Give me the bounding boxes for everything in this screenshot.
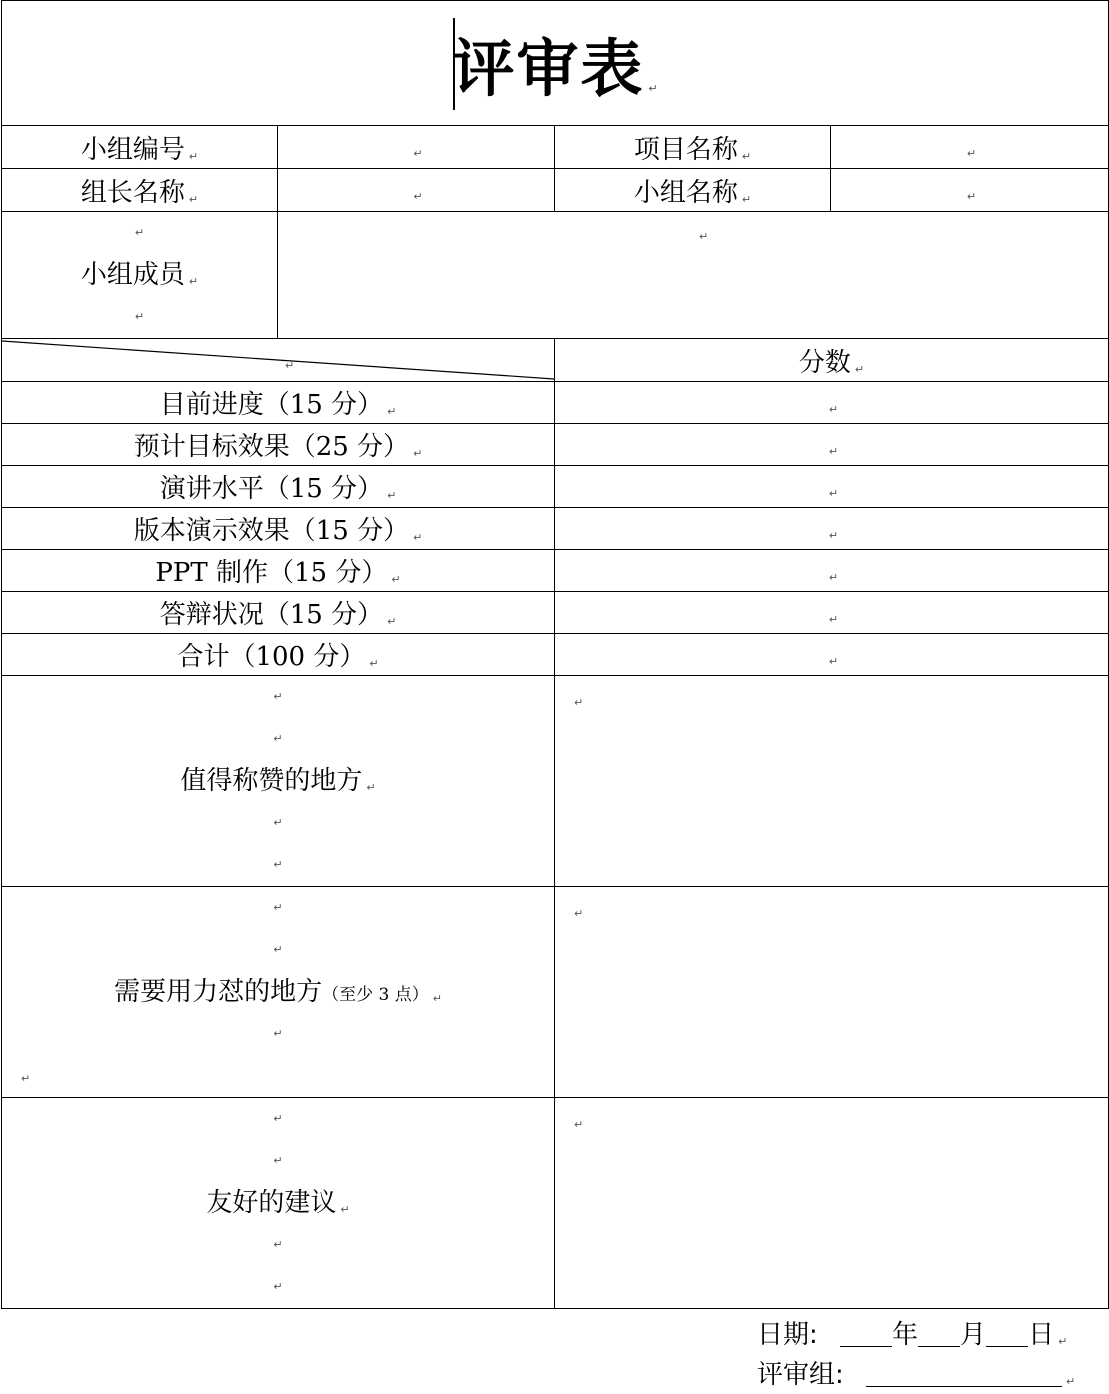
review-form-table — [1, 0, 1109, 1309]
date-label: 日期: — [757, 1320, 818, 1350]
suggest-label-cell: ↵ ↵ 友好的建议 ↵ ↵ ↵ — [2, 1098, 555, 1309]
page-title: 评审表 — [452, 31, 645, 105]
score-input-cell[interactable]: ↵ — [555, 634, 1109, 676]
project-name-label-cell: 项目名称 ↵ — [555, 126, 831, 169]
criterion-label-cell: 演讲水平（15 分） ↵ — [2, 466, 555, 508]
score-input-cell[interactable]: ↵ — [555, 382, 1109, 424]
group-number-label-cell: 小组编号 ↵ — [2, 126, 278, 169]
criterion-label: 版本演示效果（15 分） — [133, 516, 410, 546]
praise-label: 值得称赞的地方 — [180, 766, 363, 796]
score-input-cell[interactable]: ↵ — [555, 466, 1109, 508]
criterion-label: 演讲水平（15 分） — [159, 474, 384, 504]
members-label-cell: ↵ 小组成员 ↵ ↵ — [2, 212, 278, 339]
criteria-row — [2, 382, 1109, 424]
criterion-label-cell: PPT 制作（15 分） ↵ — [2, 550, 555, 592]
month-label: 月 — [960, 1320, 987, 1350]
project-name-field[interactable]: ↵ — [831, 126, 1109, 169]
panel-line: 评审组: ↵ — [757, 1360, 1076, 1390]
improve-note: （至少 3 点） — [322, 985, 429, 1005]
project-name-label: 项目名称 — [633, 134, 738, 165]
criterion-label-cell: 版本演示效果（15 分） ↵ — [2, 508, 555, 550]
score-input-cell[interactable]: ↵ — [555, 592, 1109, 634]
title-cell: 评审表 ↵ — [2, 1, 1109, 126]
criterion-label: PPT 制作（15 分） — [155, 558, 388, 588]
leader-name-label: 组长名称 — [80, 177, 185, 208]
leader-name-label-cell: 组长名称 ↵ — [2, 169, 278, 212]
group-number-field[interactable]: ↵ — [278, 126, 555, 169]
criteria-row — [2, 550, 1109, 592]
score-header: 分数 — [798, 347, 851, 378]
year-label: 年 — [892, 1320, 919, 1350]
improve-label-cell: ↵ ↵ 需要用力怼的地方（至少 3 点） ↵ ↵ ↵ — [2, 887, 555, 1098]
suggest-field[interactable]: ↵ — [555, 1098, 1109, 1309]
day-label: 日 — [1028, 1320, 1055, 1350]
criterion-label-cell: 预计目标效果（25 分） ↵ — [2, 424, 555, 466]
criterion-label: 答辩状况（15 分） — [159, 600, 384, 630]
suggest-label: 友好的建议 — [206, 1188, 337, 1218]
group-name-field[interactable]: ↵ — [831, 169, 1109, 212]
members-label: 小组成员 — [80, 260, 185, 290]
group-name-label-cell: 小组名称 ↵ — [555, 169, 831, 212]
score-input-cell[interactable]: ↵ — [555, 550, 1109, 592]
criteria-row — [2, 508, 1109, 550]
criteria-row — [2, 634, 1109, 676]
praise-label-cell: ↵ ↵ 值得称赞的地方 ↵ ↵ ↵ — [2, 676, 555, 887]
praise-field[interactable]: ↵ — [555, 676, 1109, 887]
criterion-label-cell: 合计（100 分） ↵ — [2, 634, 555, 676]
panel-label: 评审组: — [757, 1360, 844, 1390]
month-blank[interactable] — [918, 1324, 960, 1347]
group-name-label: 小组名称 — [633, 177, 738, 208]
diagonal-header-cell: ↵ — [2, 339, 555, 382]
criteria-row — [2, 466, 1109, 508]
date-line: 日期: 年 月 日 ↵ — [757, 1320, 1068, 1350]
group-number-label: 小组编号 — [80, 134, 185, 165]
score-header-cell: 分数 ↵ — [555, 339, 1109, 382]
panel-blank[interactable] — [866, 1364, 1062, 1387]
criterion-label-cell: 答辩状况（15 分） ↵ — [2, 592, 555, 634]
score-input-cell[interactable]: ↵ — [555, 424, 1109, 466]
day-blank[interactable] — [986, 1324, 1028, 1347]
criterion-label: 合计（100 分） — [177, 642, 366, 672]
score-input-cell[interactable]: ↵ — [555, 508, 1109, 550]
improve-field[interactable]: ↵ — [555, 887, 1109, 1098]
criterion-label-cell: 目前进度（15 分） ↵ — [2, 382, 555, 424]
leader-name-field[interactable]: ↵ — [278, 169, 555, 212]
members-field[interactable]: ↵ — [278, 212, 1109, 339]
criterion-label: 预计目标效果（25 分） — [133, 432, 410, 462]
criteria-row — [2, 592, 1109, 634]
criteria-row — [2, 424, 1109, 466]
criterion-label: 目前进度（15 分） — [159, 390, 384, 420]
improve-label: 需要用力怼的地方 — [114, 977, 323, 1007]
diagonal-line — [2, 339, 554, 381]
year-blank[interactable] — [840, 1324, 892, 1347]
